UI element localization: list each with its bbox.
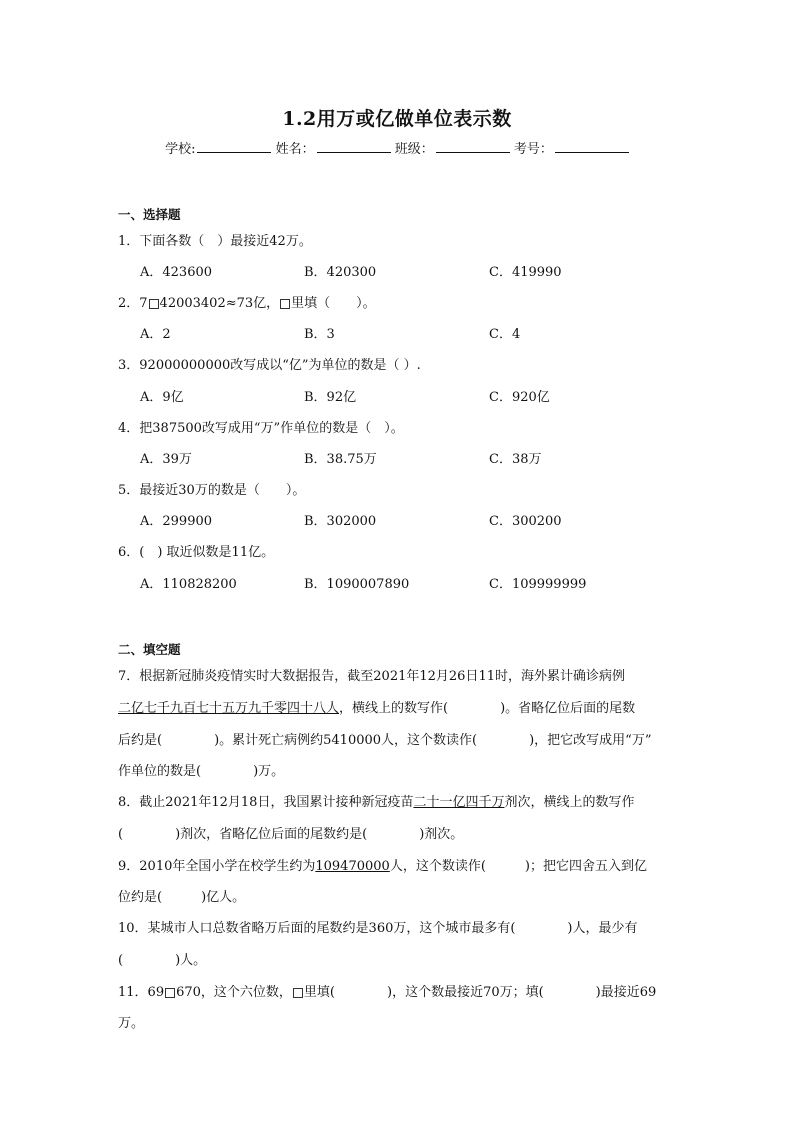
q2-option-c: C．4 xyxy=(489,327,521,342)
question-3: 3．92000000000改写成以“亿”为单位的数是（ ）. xyxy=(118,358,421,373)
section-multiple-choice-title: 一、选择题 xyxy=(118,207,181,222)
q9-line-1 xyxy=(118,855,678,874)
q7-line-2-rest: ，横线上的数写作( )。省略亿位后面的尾数 xyxy=(339,701,636,716)
q3-option-a: A．9亿 xyxy=(140,390,184,405)
blank-box-icon xyxy=(280,299,290,309)
q1-option-c: C．419990 xyxy=(489,265,562,280)
q2-text-a: 2．7 xyxy=(118,296,148,311)
question-5: 5．最接近30万的数是（ ）。 xyxy=(118,483,306,498)
q4-option-b: B．38.75万 xyxy=(304,452,377,467)
q6-option-c: C．109999999 xyxy=(489,577,587,592)
question-1: 1．下面各数（ ）最接近42万。 xyxy=(118,234,312,249)
blank-box-icon xyxy=(149,299,159,309)
q4-option-c: C．38万 xyxy=(489,452,542,467)
q4-option-a: A．39万 xyxy=(140,452,192,467)
q7-line-2 xyxy=(118,697,678,716)
q9-text-b: 人，这个数读作( )；把它四舍五入到亿 xyxy=(389,859,647,874)
exam-number-label: 考号： xyxy=(513,142,553,157)
class-label: 班级： xyxy=(394,142,434,157)
q3-option-c: C．920亿 xyxy=(489,390,550,405)
school-blank[interactable] xyxy=(197,140,271,153)
blank-box-icon xyxy=(293,988,303,998)
q10-line-2: ( )人。 xyxy=(118,953,207,968)
q11-line-2: 万。 xyxy=(118,1016,145,1031)
q8-line-1 xyxy=(118,791,678,810)
q11-text-a: 11．69 xyxy=(118,985,165,1000)
q6-option-b: B．1090007890 xyxy=(304,577,410,592)
q1-option-a: A．423600 xyxy=(140,265,213,280)
q2-option-a: A．2 xyxy=(140,327,171,342)
q2-text-c: 里填（ ）。 xyxy=(291,296,376,311)
q5-option-a: A．299900 xyxy=(140,514,213,529)
q8-underlined-number: 二十一亿四千万 xyxy=(413,795,505,810)
q5-option-c: C．300200 xyxy=(489,514,562,529)
name-label: 姓名： xyxy=(275,142,315,157)
q7-underlined-number: 二亿七千九百七十五万九千零四十八人 xyxy=(118,701,340,716)
q7-line-1: 7．根据新冠肺炎疫情实时大数据报告，截至2021年12月26日11时，海外累计确诊病例 xyxy=(118,669,625,684)
q7-line-3: 后约是( )。累计死亡病例约5410000人，这个数读作( )，把它改写成用“万” xyxy=(118,733,652,748)
name-blank[interactable] xyxy=(317,140,391,153)
q9-underlined-number: 109470000 xyxy=(315,859,390,874)
q10-line-1: 10．某城市人口总数省略万后面的尾数约是360万，这个城市最多有( )人，最少有 xyxy=(118,921,638,936)
q9-text-a: 9．2010年全国小学在校学生约为 xyxy=(118,859,316,874)
section-fill-in-title: 二、填空题 xyxy=(118,642,181,657)
question-4: 4．把387500改写成用“万”作单位的数是（ ）。 xyxy=(118,421,404,436)
student-info-line xyxy=(0,138,794,157)
page-title: 1.2用万或亿做单位表示数 xyxy=(282,108,512,130)
q8-line-2: ( )剂次，省略亿位后面的尾数约是( )剂次。 xyxy=(118,827,464,842)
question-2 xyxy=(118,292,376,311)
q2-option-b: B．3 xyxy=(304,327,335,342)
class-blank[interactable] xyxy=(436,140,510,153)
q3-option-b: B．92亿 xyxy=(304,390,357,405)
q8-text-a: 8．截止2021年12月18日，我国累计接种新冠疫苗 xyxy=(118,795,414,810)
q8-text-b: 剂次，横线上的数写作 xyxy=(504,795,635,810)
q1-option-b: B．420300 xyxy=(304,265,377,280)
blank-box-icon xyxy=(165,988,175,998)
q2-text-b: 42003402≈73亿， xyxy=(159,296,280,311)
q11-line-1 xyxy=(118,981,678,1000)
q6-option-a: A．110828200 xyxy=(140,577,237,592)
q11-text-b: 670，这个六位数， xyxy=(176,985,292,1000)
q9-line-2: 位约是( )亿人。 xyxy=(118,890,246,905)
q11-text-c: 里填( )，这个数最接近70万；填( )最接近69 xyxy=(303,985,657,1000)
q7-line-4: 作单位的数是( )万。 xyxy=(118,764,285,779)
question-6: 6．( ) 取近似数是11亿。 xyxy=(118,545,275,560)
school-label: 学校: xyxy=(165,142,196,157)
exam-number-blank[interactable] xyxy=(555,140,629,153)
q5-option-b: B．302000 xyxy=(304,514,377,529)
